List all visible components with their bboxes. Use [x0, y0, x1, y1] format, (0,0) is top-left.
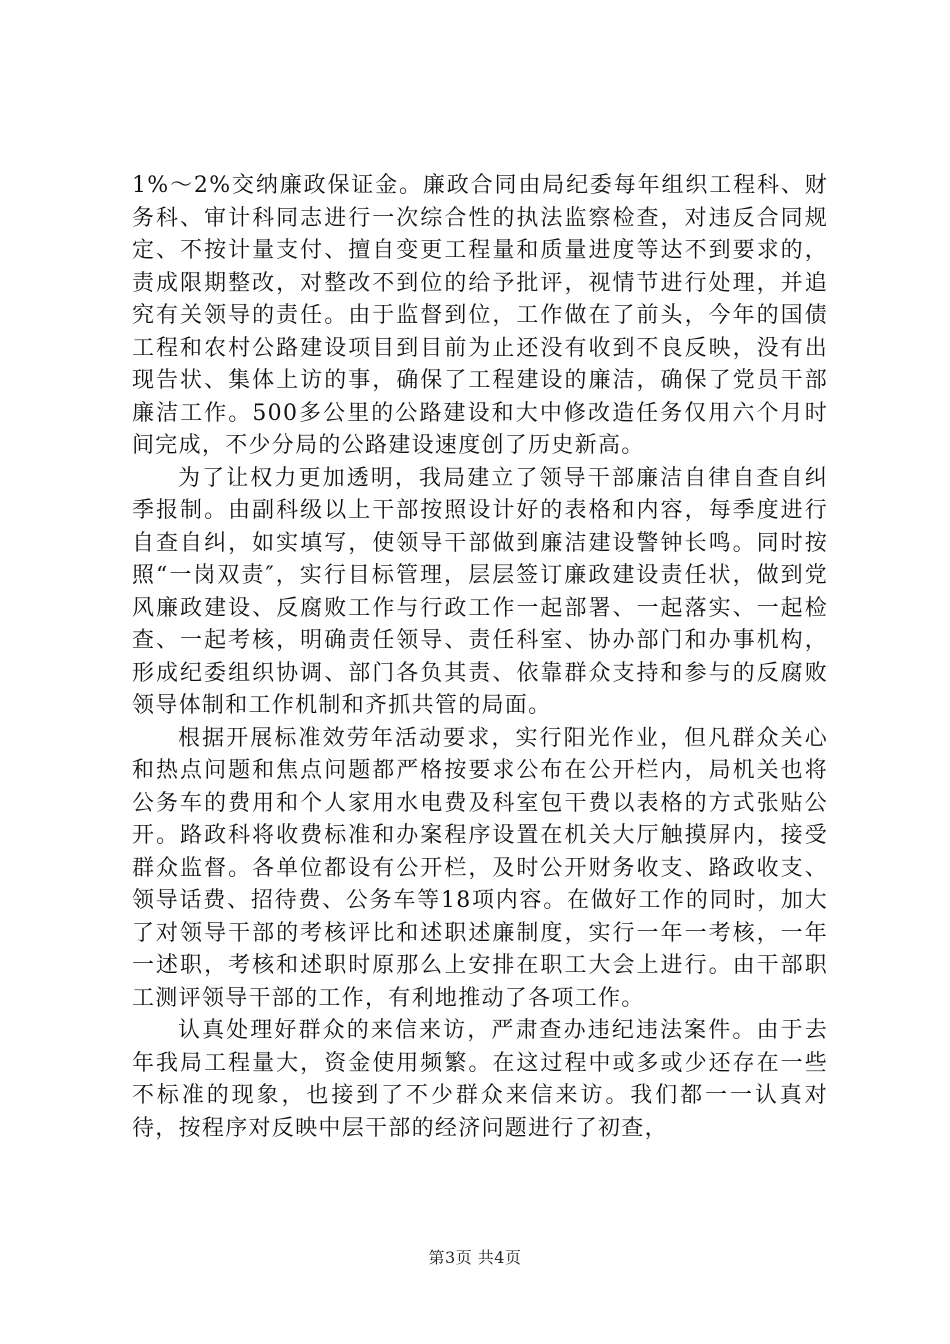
paragraph-4: 认真处理好群众的来信来访，严肃查办违纪违法案件。由于去年我局工程量大，资金使用频繁。在这过程中或多或少还存在一些不标准的现象，也接到了不少群众来信来访。我们都一一认真对待，按程序对反映中层干部的经济问题进行了初查， [132, 1018, 828, 1141]
paragraph-2: 为了让权力更加透明，我局建立了领导干部廉洁自律自查自纠季报制。由副科级以上干部按照设计好的表格和内容，每季度进行自查自纠，如实填写，使领导干部做到廉洁建设警钟长鸣。同时按照“一岗双责″，实行目标管理，层层签订廉政建设责任状，做到党风廉政建设、反腐败工作与行政工作一起部署、一起落实、一起检查、一起考核，明确责任领导、责任科室、协办部门和办事机构，形成纪委组织协调、部门各负其责、依靠群众支持和参与的反腐败领导体制和工作机制和齐抓共管的局面。 [132, 465, 828, 718]
body-text [132, 170, 828, 1145]
paragraph-3: 根据开展标准效劳年活动要求，实行阳光作业，但凡群众关心和热点问题和焦点问题都严格按要求公布在公开栏内，局机关也将公务车的费用和个人家用水电费及科室包干费以表格的方式张贴公开。路政科将收费标准和办案程序设置在机关大厅触摸屏内，接受群众监督。各单位都设有公开栏，及时公开财务收支、路政收支、领导话费、招待费、公务车等18项内容。在做好工作的同时，加大了对领导干部的考核评比和述职述廉制度，实行一年一考核，一年一述职，考核和述职时原那么上安排在职工大会上进行。由干部职工测评领导干部的工作，有利地推动了各项工作。 [132, 725, 828, 1011]
page-footer: 第3页 共4页 [428, 1248, 522, 1267]
paragraph-1: 1%～2%交纳廉政保证金。廉政合同由局纪委每年组织工程科、财务科、审计科同志进行一次综合性的执法监察检查，对违反合同规定、不按计量支付、擅自变更工程量和质量进度等达不到要求的，责成限期整改，对整改不到位的给予批评，视情节进行处理，并追究有关领导的责任。由于监督到位，工作做在了前头，今年的国债工程和农村公路建设项目到目前为止还没有收到不良反映，没有出现告状、集体上访的事，确保了工程建设的廉洁，确保了党员干部廉洁工作。500多公里的公路建设和大中修改造任务仅用六个月时间完成，不少分局的公路建设速度创了历史新高。 [132, 173, 828, 458]
